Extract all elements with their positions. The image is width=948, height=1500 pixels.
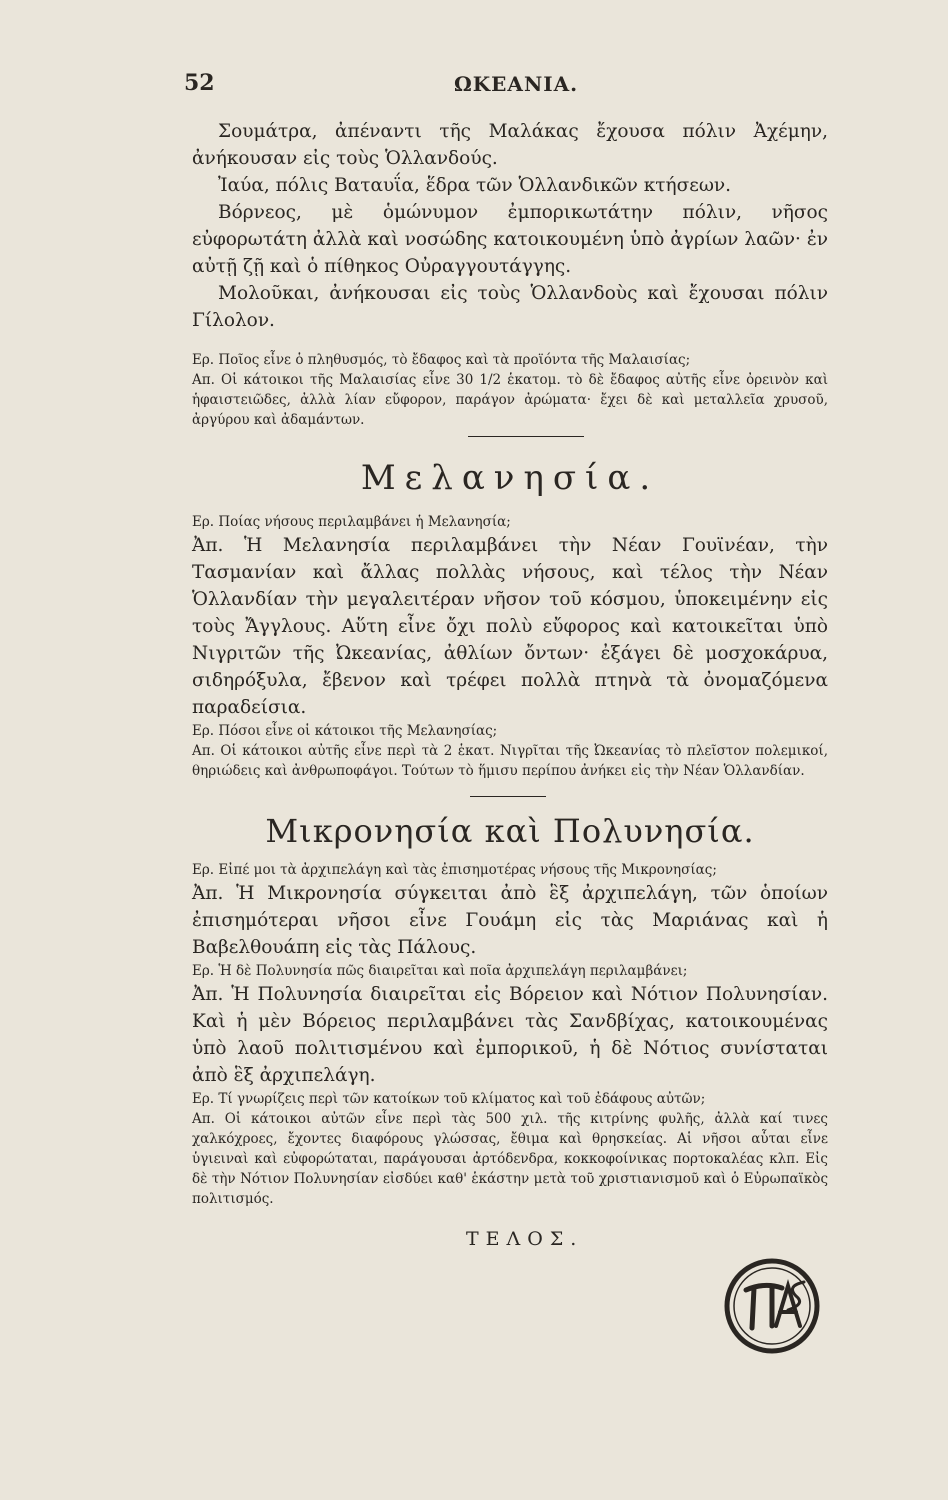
answer-inhabitants: Απ. Οἱ κάτοικοι αὐτῶν εἶνε περὶ τὰς 500 χιλ. τῆς κιτρίνης φυλῆς, ἀλλὰ καί τινες χαλκόχροες, ἔχοντες διαφόρους γλώσσας, ἔθιμα καὶ θρησκείας. Αἱ νῆσοι αὗται εἶνε ὑγιειναὶ καὶ εὐφορώταται, παράγουσαι ἀρτόδενδρα, κοκκοφοίνικας πορτοκαλέας κλπ. Εἰς δὲ τὴν Νότιον Πολυνησίαν εἰσδύει καθ' ἑκάστην μετὰ τοῦ χριστιανισμοῦ καὶ ὁ Εὐρωπαϊκὸς πολιτισμός. xyxy=(192,1111,828,1207)
question-melanesia-islands: Ερ. Ποίας νήσους περιλαμβάνει ἡ Μελανησία; xyxy=(192,514,511,530)
intro-borneo: Βόρνεος, μὲ ὁμώνυμον ἐμπορικωτάτην πόλιν, νῆσος εὐφορωτάτη ἀλλὰ καὶ νοσώδης κατοικουμένη ὑπὸ ἀγρίων λαῶν· ἐν αὐτῇ ζῇ καὶ ὁ πίθηκος Οὐραγγουτάγγης. xyxy=(192,202,828,277)
question-melanesia-population: Ερ. Πόσοι εἶνε οἱ κάτοικοι τῆς Μελανησίας; xyxy=(192,723,498,739)
running-title: ΩΚΕΑΝΙΑ. xyxy=(454,72,579,96)
end-mark: ΤΕΛΟΣ. xyxy=(466,1228,584,1250)
heading-micronesia-polynesia: Μικρονησία καὶ Πολυνησία. xyxy=(265,812,755,850)
heading-melanesia: Μελανησία. xyxy=(360,458,660,498)
question-inhabitants: Ερ. Τί γνωρίζεις περὶ τῶν κατοίκων τοῦ κλίματος καὶ τοῦ ἐδάφους αὐτῶν; xyxy=(192,1091,706,1107)
library-monogram-stamp xyxy=(722,1256,822,1356)
intro-sumatra: Σουμάτρα, ἀπέναντι τῆς Μαλάκας ἔχουσα πόλιν Ἀχέμην, ἀνήκουσαν εἰς τοὺς Ὁλλανδούς. xyxy=(192,121,828,169)
answer-melanesia-population: Απ. Οἱ κάτοικοι αὐτῆς εἶνε περὶ τὰ 2 ἑκατ. Νιγρῖται τῆς Ὠκεανίας τὸ πλεῖστον πολεμικοί, θηριώδεις καὶ ἀνθρωποφάγοι. Τούτων τὸ ἥμισυ περίπου ἀνήκει εἰς τὴν Νέαν Ὁλλανδίαν. xyxy=(192,743,828,779)
intro-list xyxy=(192,118,828,334)
answer-polynesia: Ἀπ. Ἡ Πολυνησία διαιρεῖται εἰς Βόρειον καὶ Νότιον Πολυνησίαν. Καὶ ἡ μὲν Βόρειος περιλαμβάνει τὰς Σανδβίχας, κατοικουμένας ὑπὸ λαοῦ πολιτισμένου καὶ ἐμπορικοῦ, ἡ δὲ Νότιος συνίσταται ἀπὸ ἓξ ἀρχιπελάγη. xyxy=(192,984,828,1086)
answer-micronesia: Ἀπ. Ἡ Μικρονησία σύγκειται ἀπὸ ἓξ ἀρχιπελάγη, τῶν ὁποίων ἐπισημότεραι νῆσοι εἶνε Γουάμη εἰς τὰς Μαριάνας καὶ ἡ Βαβελθουάπη εἰς τὰς Πάλους. xyxy=(192,883,828,958)
question-polynesia: Ερ. Ἡ δὲ Πολυνησία πῶς διαιρεῖται καὶ ποῖα ἀρχιπελάγη περιλαμβάνει; xyxy=(192,963,688,979)
section-micronesia xyxy=(192,860,828,1209)
answer-melanesia-islands: Ἀπ. Ἡ Μελανησία περιλαμβάνει τὴν Νέαν Γουϊνέαν, τὴν Τασμανίαν καὶ ἄλλας πολλὰς νήσους, καὶ τέλος τὴν Νέαν Ὁλλανδίαν τὴν μεγαλειτέραν νῆσον τοῦ κόσμου, ὑποκειμένην εἰς τοὺς Ἄγγλους. Αὕτη εἶνε ὄχι πολὺ εὔφορος καὶ κατοικεῖται ὑπὸ Νιγριτῶν τῆς Ὠκεανίας, ἀθλίων ὄντων· ἐξάγει δὲ μοσχοκάρυα, σιδηρόξυλα, ἔβενον καὶ τρέφει πολλὰ πτηνὰ τὰ ὀνομαζόμενα παραδείσια. xyxy=(192,535,828,718)
intro-moluccas: Μολοῦκαι, ἀνήκουσαι εἰς τοὺς Ὁλλανδοὺς καὶ ἔχουσαι πόλιν Γίλολον. xyxy=(192,283,828,331)
section-divider xyxy=(468,436,584,437)
intro-java: Ἰαύα, πόλις Βαταυΐα, ἕδρα τῶν Ὁλλανδικῶν κτήσεων. xyxy=(218,175,732,196)
qa-malaysia xyxy=(192,350,828,430)
page-number: 52 xyxy=(184,70,215,96)
answer-malaysia: Απ. Οἱ κάτοικοι τῆς Μαλαισίας εἶνε 30 1/2 ἑκατομ. τὸ δὲ ἔδαφος αὐτῆς εἶνε ὀρεινὸν καὶ ἡφαιστειῶδες, ἀλλὰ λίαν εὔφορον, παράγον ἀρώματα· ἔχει δὲ καὶ μεταλλεῖα χρυσοῦ, ἀργύρου καὶ ἀδαμάντων. xyxy=(192,372,828,428)
question-malaysia: Ερ. Ποῖος εἶνε ὁ πληθυσμός, τὸ ἔδαφος καὶ τὰ προϊόντα τῆς Μαλαισίας; xyxy=(192,352,691,368)
section-melanesia xyxy=(192,512,828,781)
running-header xyxy=(184,70,824,100)
question-micronesia: Ερ. Εἰπέ μοι τὰ ἀρχιπελάγη καὶ τὰς ἐπισημοτέρας νήσους τῆς Μικρονησίας; xyxy=(192,862,717,878)
section-divider-2 xyxy=(470,796,546,797)
